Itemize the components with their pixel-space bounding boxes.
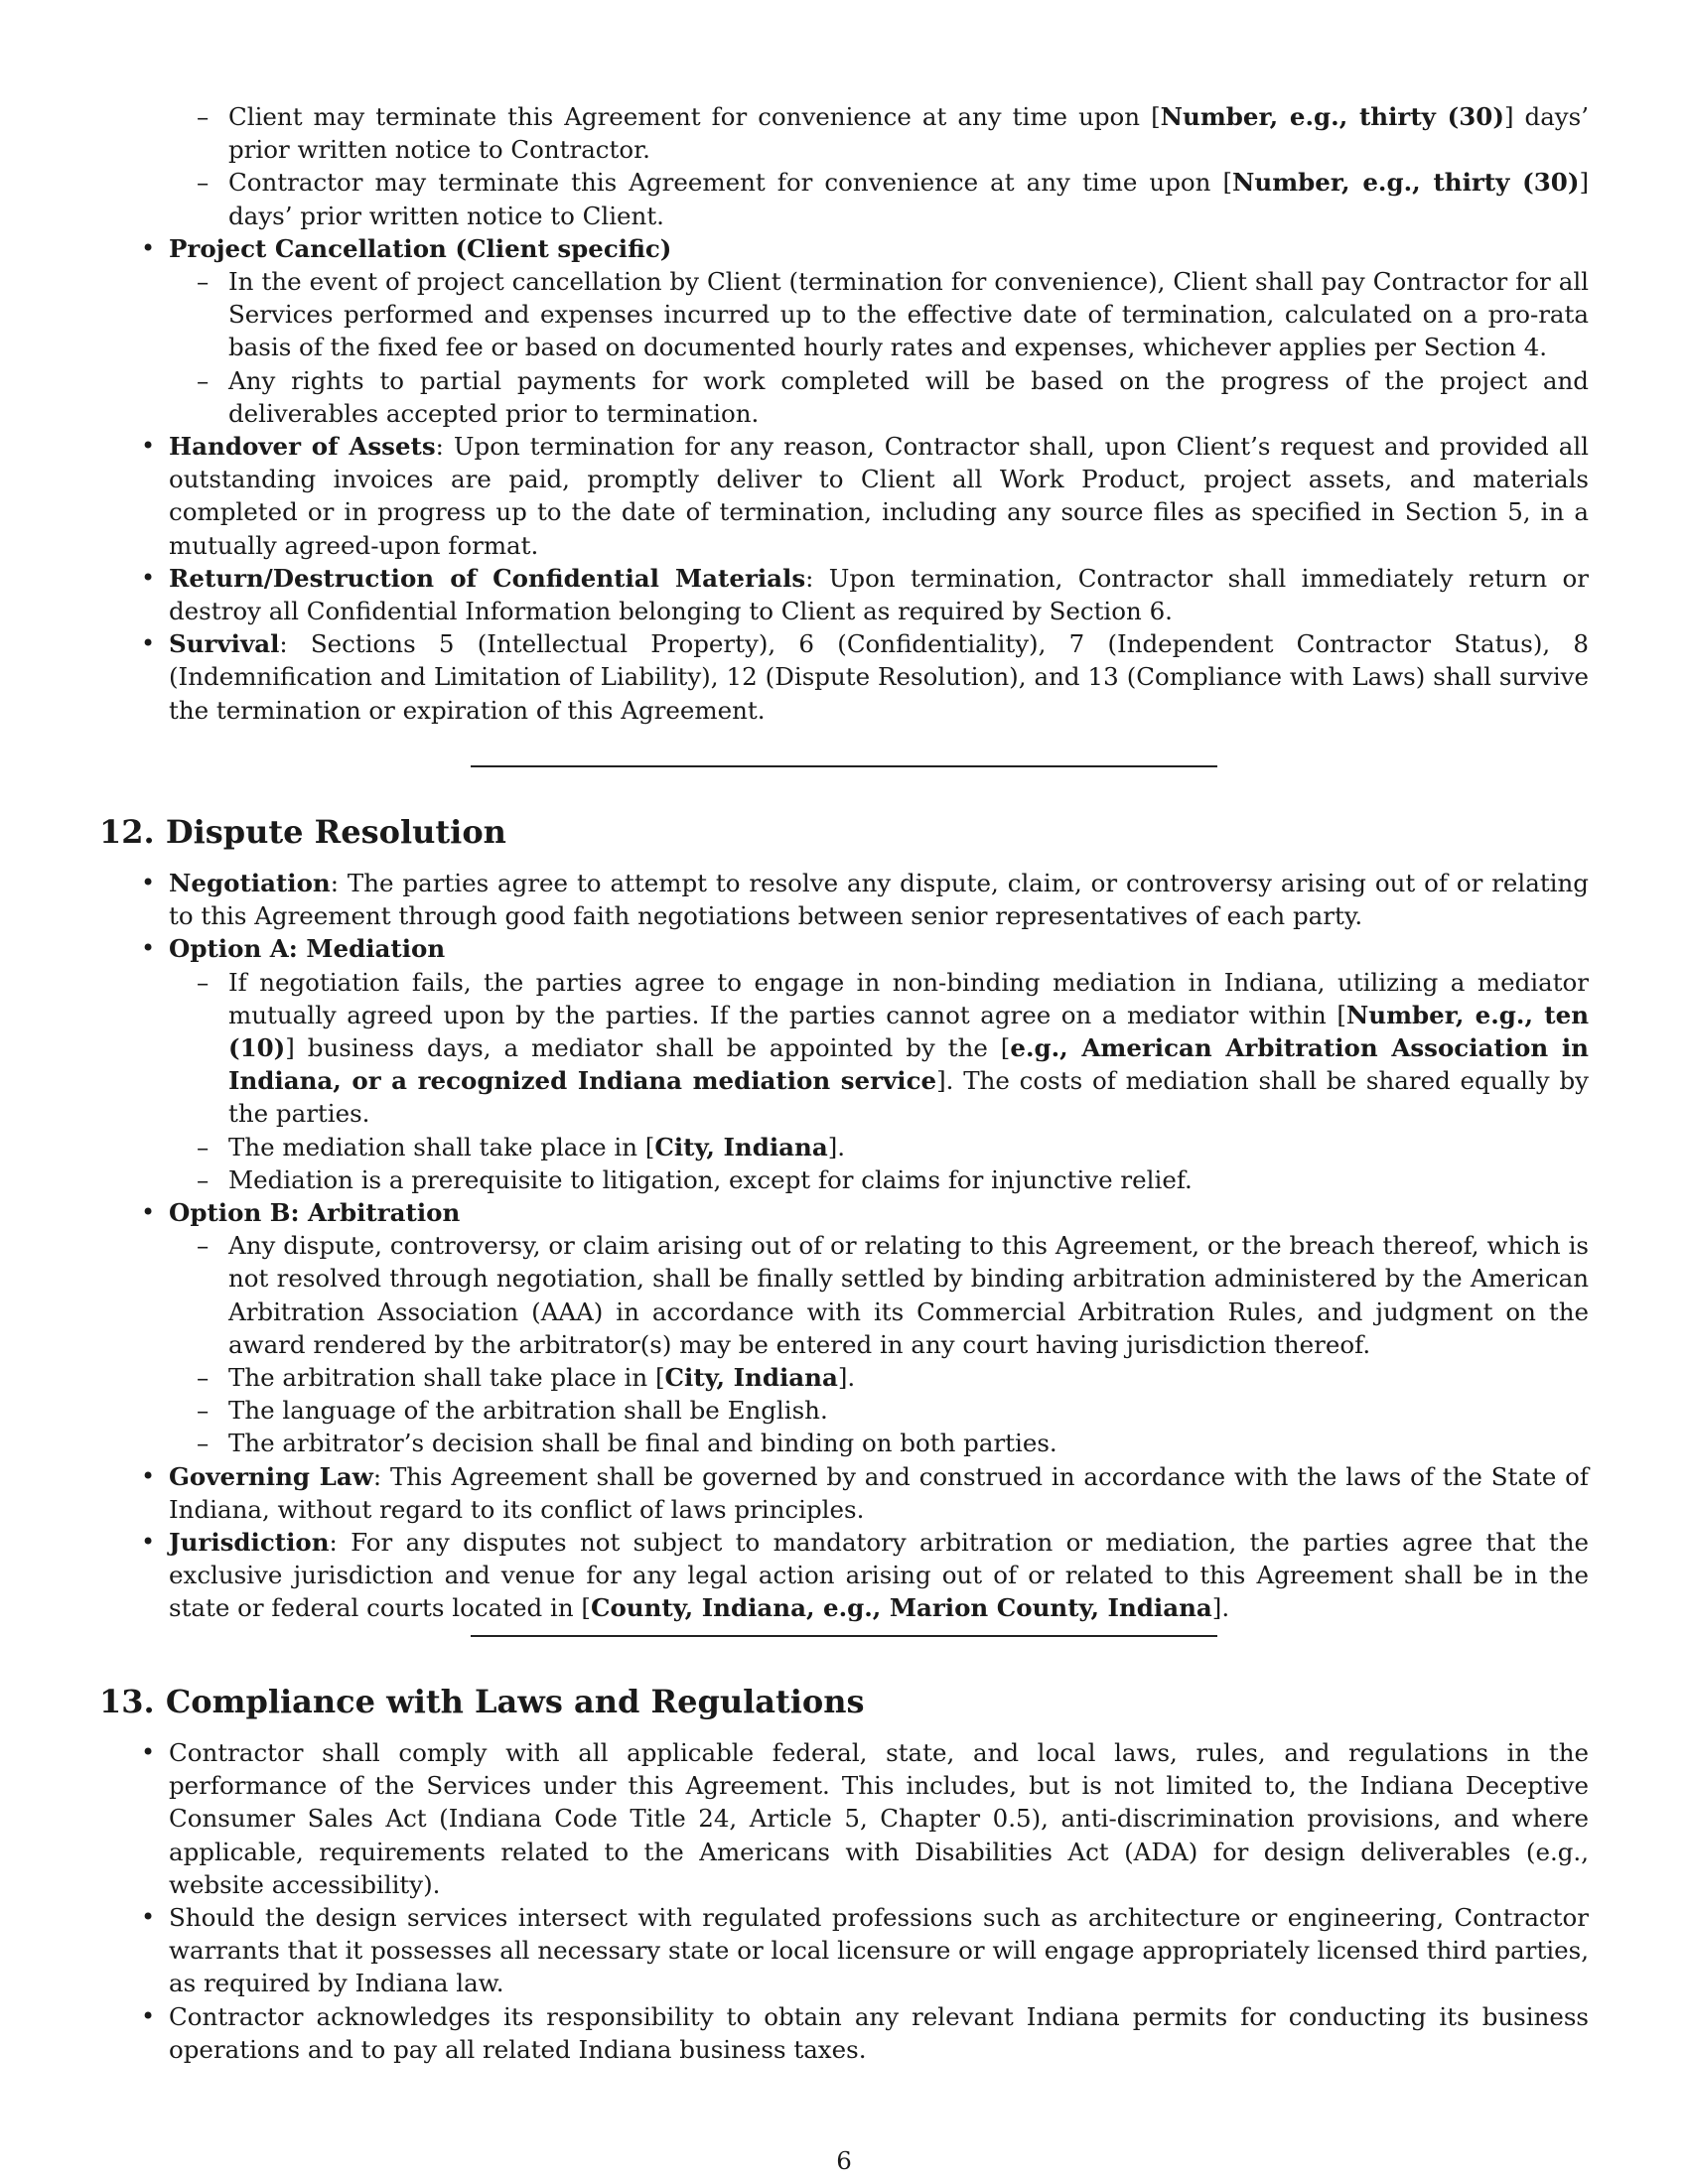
permits-taxes-item: • Contractor acknowledges its responsibility to obtain any relevant Indiana permits for conducting its business operations and to pay all related Indiana business taxes. <box>169 2000 1589 2066</box>
arbitration-sublist <box>169 1229 1589 1459</box>
termination-bullets <box>99 232 1589 727</box>
handover-item: • Handover of Assets: Upon termination for any reason, Contractor shall, upon Client’s request and provided all outstanding invoices are paid, promptly deliver to Client all Work Product, project assets, and materials completed or in progress up to the date of termination, including any source files as specified in Section 5, in a mutually agreed-upon format. <box>169 430 1589 562</box>
survival-item: • Survival: Sections 5 (Intellectual Property), 6 (Confidentiality), 7 (Independent Contractor Status), 8 (Indemnification and Limitation of Liability), 12 (Dispute Resolution), and 13 (Compliance with Laws) shall survive the termination or expiration of this Agreement. <box>169 627 1589 727</box>
mediation-prerequisite-item: – Mediation is a prerequisite to litigation, except for claims for injunctive relief. <box>228 1163 1589 1196</box>
arbitration-location-item: – The arbitration shall take place in [City, Indiana]. <box>228 1361 1589 1394</box>
mediation-process-item: – If negotiation fails, the parties agree to engage in non-binding mediation in Indiana, utilizing a mediator mutually agreed upon by the parties. If the parties cannot agree on a mediator within [Number, e.g., ten (10)] business days, a mediator shall be appointed by the [e.g., American Arbitration Association in Indiana, or a recognized Indiana mediation service]. The costs of mediation shall be shared equally by the parties. <box>228 966 1589 1131</box>
arbitration-item: • Option B: Arbitration – Any dispute, controversy, or claim arising out of or relating to this Agreement, or the breach thereof, which is not resolved through negotiation, shall be finally settled by binding arbitration administered by the American Arbitration Association (AAA) in accordance with its Commercial Arbitration Rules, and judgment on the award rendered by the arbitrator(s) may be entered in any court having jurisdiction thereof. – The arbitration shall take place in [City, Indiana]. – The language of the arbitration shall be English. – The arbitrator’s decision shall be final and binding on both parties. <box>169 1196 1589 1460</box>
partial-payments-item: – Any rights to partial payments for work completed will be based on the progress of the project and deliverables accepted prior to termination. <box>228 364 1589 430</box>
section-13-body <box>99 1736 1589 2066</box>
negotiation-item: • Negotiation: The parties agree to attempt to resolve any dispute, claim, or controversy arising out of or relating to this Agreement through good faith negotiations between senior representatives of each party. <box>169 867 1589 932</box>
arbitration-decision-item: – The arbitrator’s decision shall be final and binding on both parties. <box>228 1427 1589 1459</box>
licensure-item: • Should the design services intersect with regulated professions such as architecture or engineering, Contractor warrants that it possesses all necessary state or local licensure or will engage appropriately licensed third parties, as required by Indiana law. <box>169 1901 1589 2000</box>
termination-continuation <box>99 100 1589 727</box>
jurisdiction-item: • Jurisdiction: For any disputes not subject to mandatory arbitration or mediation, the parties agree that the exclusive jurisdiction and venue for any legal action arising out of or related to this Agreement shall be in the state or federal courts located in [County, Indiana, e.g., Marion County, Indiana]. <box>169 1526 1589 1625</box>
project-cancellation-item: • Project Cancellation (Client specific) – In the event of project cancellation by Client (termination for convenience), Client shall pay Contractor for all Services performed and expenses incurred up to the effective date of termination, calculated on a pro-rata basis of the fixed fee or based on documented hourly rates and expenses, whichever applies per Section 4. – Any rights to partial payments for work completed will be based on the progress of the project and deliverables accepted prior to termination. <box>169 232 1589 430</box>
compliance-bullets <box>99 1736 1589 2066</box>
section-13-heading: 13. Compliance with Laws and Regulations <box>99 1683 865 1720</box>
mediation-location-item: – The mediation shall take place in [City, Indiana]. <box>228 1131 1589 1163</box>
dispute-bullets <box>99 867 1589 1625</box>
convenience-termination-list <box>99 100 1589 232</box>
section-12-body <box>99 867 1589 1625</box>
arbitration-language-item: – The language of the arbitration shall be English. <box>228 1394 1589 1427</box>
governing-law-item: • Governing Law: This Agreement shall be governed by and construed in accordance with the laws of the State of Indiana, without regard to its conflict of laws principles. <box>169 1460 1589 1526</box>
cancellation-payment-item: – In the event of project cancellation by Client (termination for convenience), Client shall pay Contractor for all Services performed and expenses incurred up to the effective date of termination, calculated on a pro-rata basis of the fixed fee or based on documented hourly rates and expenses, whichever applies per Section 4. <box>228 265 1589 364</box>
compliance-laws-item: • Contractor shall comply with all applicable federal, state, and local laws, rules, and regulations in the performance of the Services under this Agreement. This includes, but is not limited to, the Indiana Deceptive Consumer Sales Act (Indiana Code Title 24, Article 5, Chapter 0.5), anti-discrimination provisions, and where applicable, requirements related to the Americans with Disabilities Act (ADA) for design deliverables (e.g., website accessibility). <box>169 1736 1589 1901</box>
section-12-heading: 12. Dispute Resolution <box>99 813 506 851</box>
mediation-item: • Option A: Mediation – If negotiation fails, the parties agree to engage in non-binding mediation in Indiana, utilizing a mediator mutually agreed upon by the parties. If the parties cannot agree on a mediator within [Number, e.g., ten (10)] business days, a mediator shall be appointed by the [e.g., American Arbitration Association in Indiana, or a recognized Indiana mediation service]. The costs of mediation shall be shared equally by the parties. – The mediation shall take place in [City, Indiana]. – Mediation is a prerequisite to litigation, except for claims for injunctive relief. <box>169 932 1589 1196</box>
page-number: 6 <box>836 2146 852 2175</box>
cancellation-sublist <box>169 265 1589 430</box>
arbitration-binding-item: – Any dispute, controversy, or claim arising out of or relating to this Agreement, or the breach thereof, which is not resolved through negotiation, shall be finally settled by binding arbitration administered by the American Arbitration Association (AAA) in accordance with its Commercial Arbitration Rules, and judgment on the award rendered by the arbitrator(s) may be entered in any court having jurisdiction thereof. <box>228 1229 1589 1361</box>
contractor-termination-item: – Contractor may terminate this Agreement for convenience at any time upon [Number, e.g., thirty (30)] days’ prior written notice to Client. <box>228 166 1589 231</box>
section-divider <box>471 765 1217 767</box>
mediation-sublist <box>169 966 1589 1196</box>
return-destruction-item: • Return/Destruction of Confidential Materials: Upon termination, Contractor shall immediately return or destroy all Confidential Information belonging to Client as required by Section 6. <box>169 562 1589 627</box>
client-termination-item: – Client may terminate this Agreement for convenience at any time upon [Number, e.g., thirty (30)] days’ prior written notice to Contractor. <box>228 100 1589 166</box>
section-divider <box>471 1635 1217 1637</box>
